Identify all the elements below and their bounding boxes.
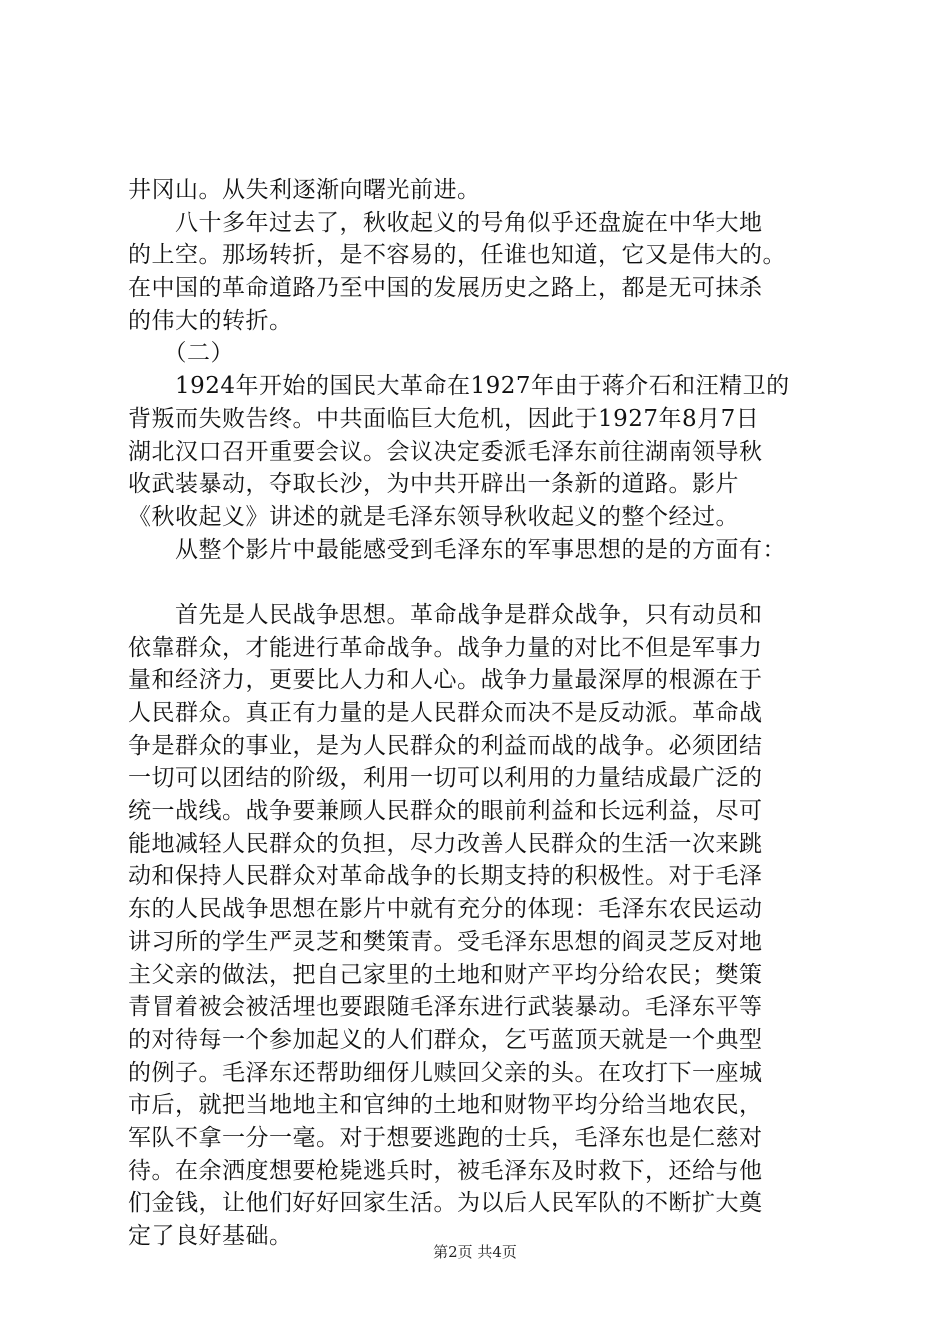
text-line: 从整个影片中最能感受到毛泽东的军事思想的是的方面有： — [128, 536, 786, 563]
text-line: 在中国的革命道路乃至中国的发展历史之路上，都是无可抹杀 — [128, 275, 763, 302]
text-line: 的伟大的转折。 — [128, 307, 293, 334]
text-line: 的上空。那场转折，是不容易的，任谁也知道，它又是伟大的。 — [128, 242, 786, 269]
text-line: 动和保持人民群众对革命战争的长期支持的积极性。对于毛泽 — [128, 863, 763, 890]
text-line: 能地减轻人民群众的负担，尽力改善人民群众的生活一次来跳 — [128, 830, 763, 857]
text-line: 湖北汉口召开重要会议。会议决定委派毛泽东前往湖南领导秋 — [128, 438, 763, 465]
document-body — [128, 174, 833, 1253]
text-line: 八十多年过去了，秋收起义的号角似乎还盘旋在中华大地 — [128, 209, 763, 236]
text-line: 依靠群众，才能进行革命战争。战争力量的对比不但是军事力 — [128, 634, 763, 661]
text-line: 收武装暴动，夺取长沙，为中共开辟出一条新的道路。影片 — [128, 471, 739, 498]
text-line: 的例子。毛泽东还帮助细伢儿赎回父亲的头。在攻打下一座城 — [128, 1059, 763, 1086]
text-line: （二） — [128, 340, 234, 367]
text-line: 军队不拿一分一毫。对于想要逃跑的士兵，毛泽东也是仁慈对 — [128, 1124, 763, 1151]
blank-line — [128, 566, 833, 599]
text-line: 人民群众。真正有力量的是人民群众而决不是反动派。革命战 — [128, 700, 763, 726]
text-line: 主父亲的做法，把自己家里的土地和财产平均分给农民；樊策 — [128, 961, 763, 988]
text-line: 讲习所的学生严灵芝和樊策青。受毛泽东思想的阎灵芝反对地 — [128, 928, 763, 955]
text-line: 《秋收起义》讲述的就是毛泽东领导秋收起义的整个经过。 — [128, 503, 739, 530]
text-line: 争是群众的事业，是为人民群众的利益而战的战争。必须团结 — [128, 732, 763, 759]
text-line: 青冒着被会被活埋也要跟随毛泽东进行武装暴动。毛泽东平等 — [128, 994, 763, 1021]
text-line: 定了良好基础。 — [128, 1223, 293, 1249]
text-line: 东的人民战争思想在影片中就有充分的体现：毛泽东农民运动 — [128, 896, 763, 923]
text-line: 量和经济力，更要比人力和人心。战争力量最深厚的根源在于 — [128, 667, 763, 694]
text-line: 井冈山。从失利逐渐向曙光前进。 — [128, 177, 481, 203]
text-line: 们金钱，让他们好好回家生活。为以后人民军队的不断扩大奠 — [128, 1190, 763, 1217]
text-line: 首先是人民战争思想。革命战争是群众战争，只有动员和 — [128, 601, 763, 628]
text-line: 待。在余洒度想要枪毙逃兵时，被毛泽东及时救下，还给与他 — [128, 1157, 763, 1184]
text-line: 背叛而失败告终。中共面临巨大危机，因此于1927年8月7日 — [128, 405, 760, 432]
page-footer: 第2页 共4页 — [433, 1243, 517, 1261]
text-line: 统一战线。战争要兼顾人民群众的眼前利益和长远利益，尽可 — [128, 798, 763, 825]
text-line: 的对待每一个参加起义的人们群众，乞丐蓝顶天就是一个典型 — [128, 1026, 763, 1053]
text-line: 一切可以团结的阶级，利用一切可以利用的力量结成最广泛的 — [128, 765, 763, 792]
text-line: 1924年开始的国民大革命在1927年由于蒋介石和汪精卫的 — [128, 373, 790, 400]
text-line: 市后，就把当地地主和官绅的土地和财物平均分给当地农民， — [128, 1092, 763, 1119]
